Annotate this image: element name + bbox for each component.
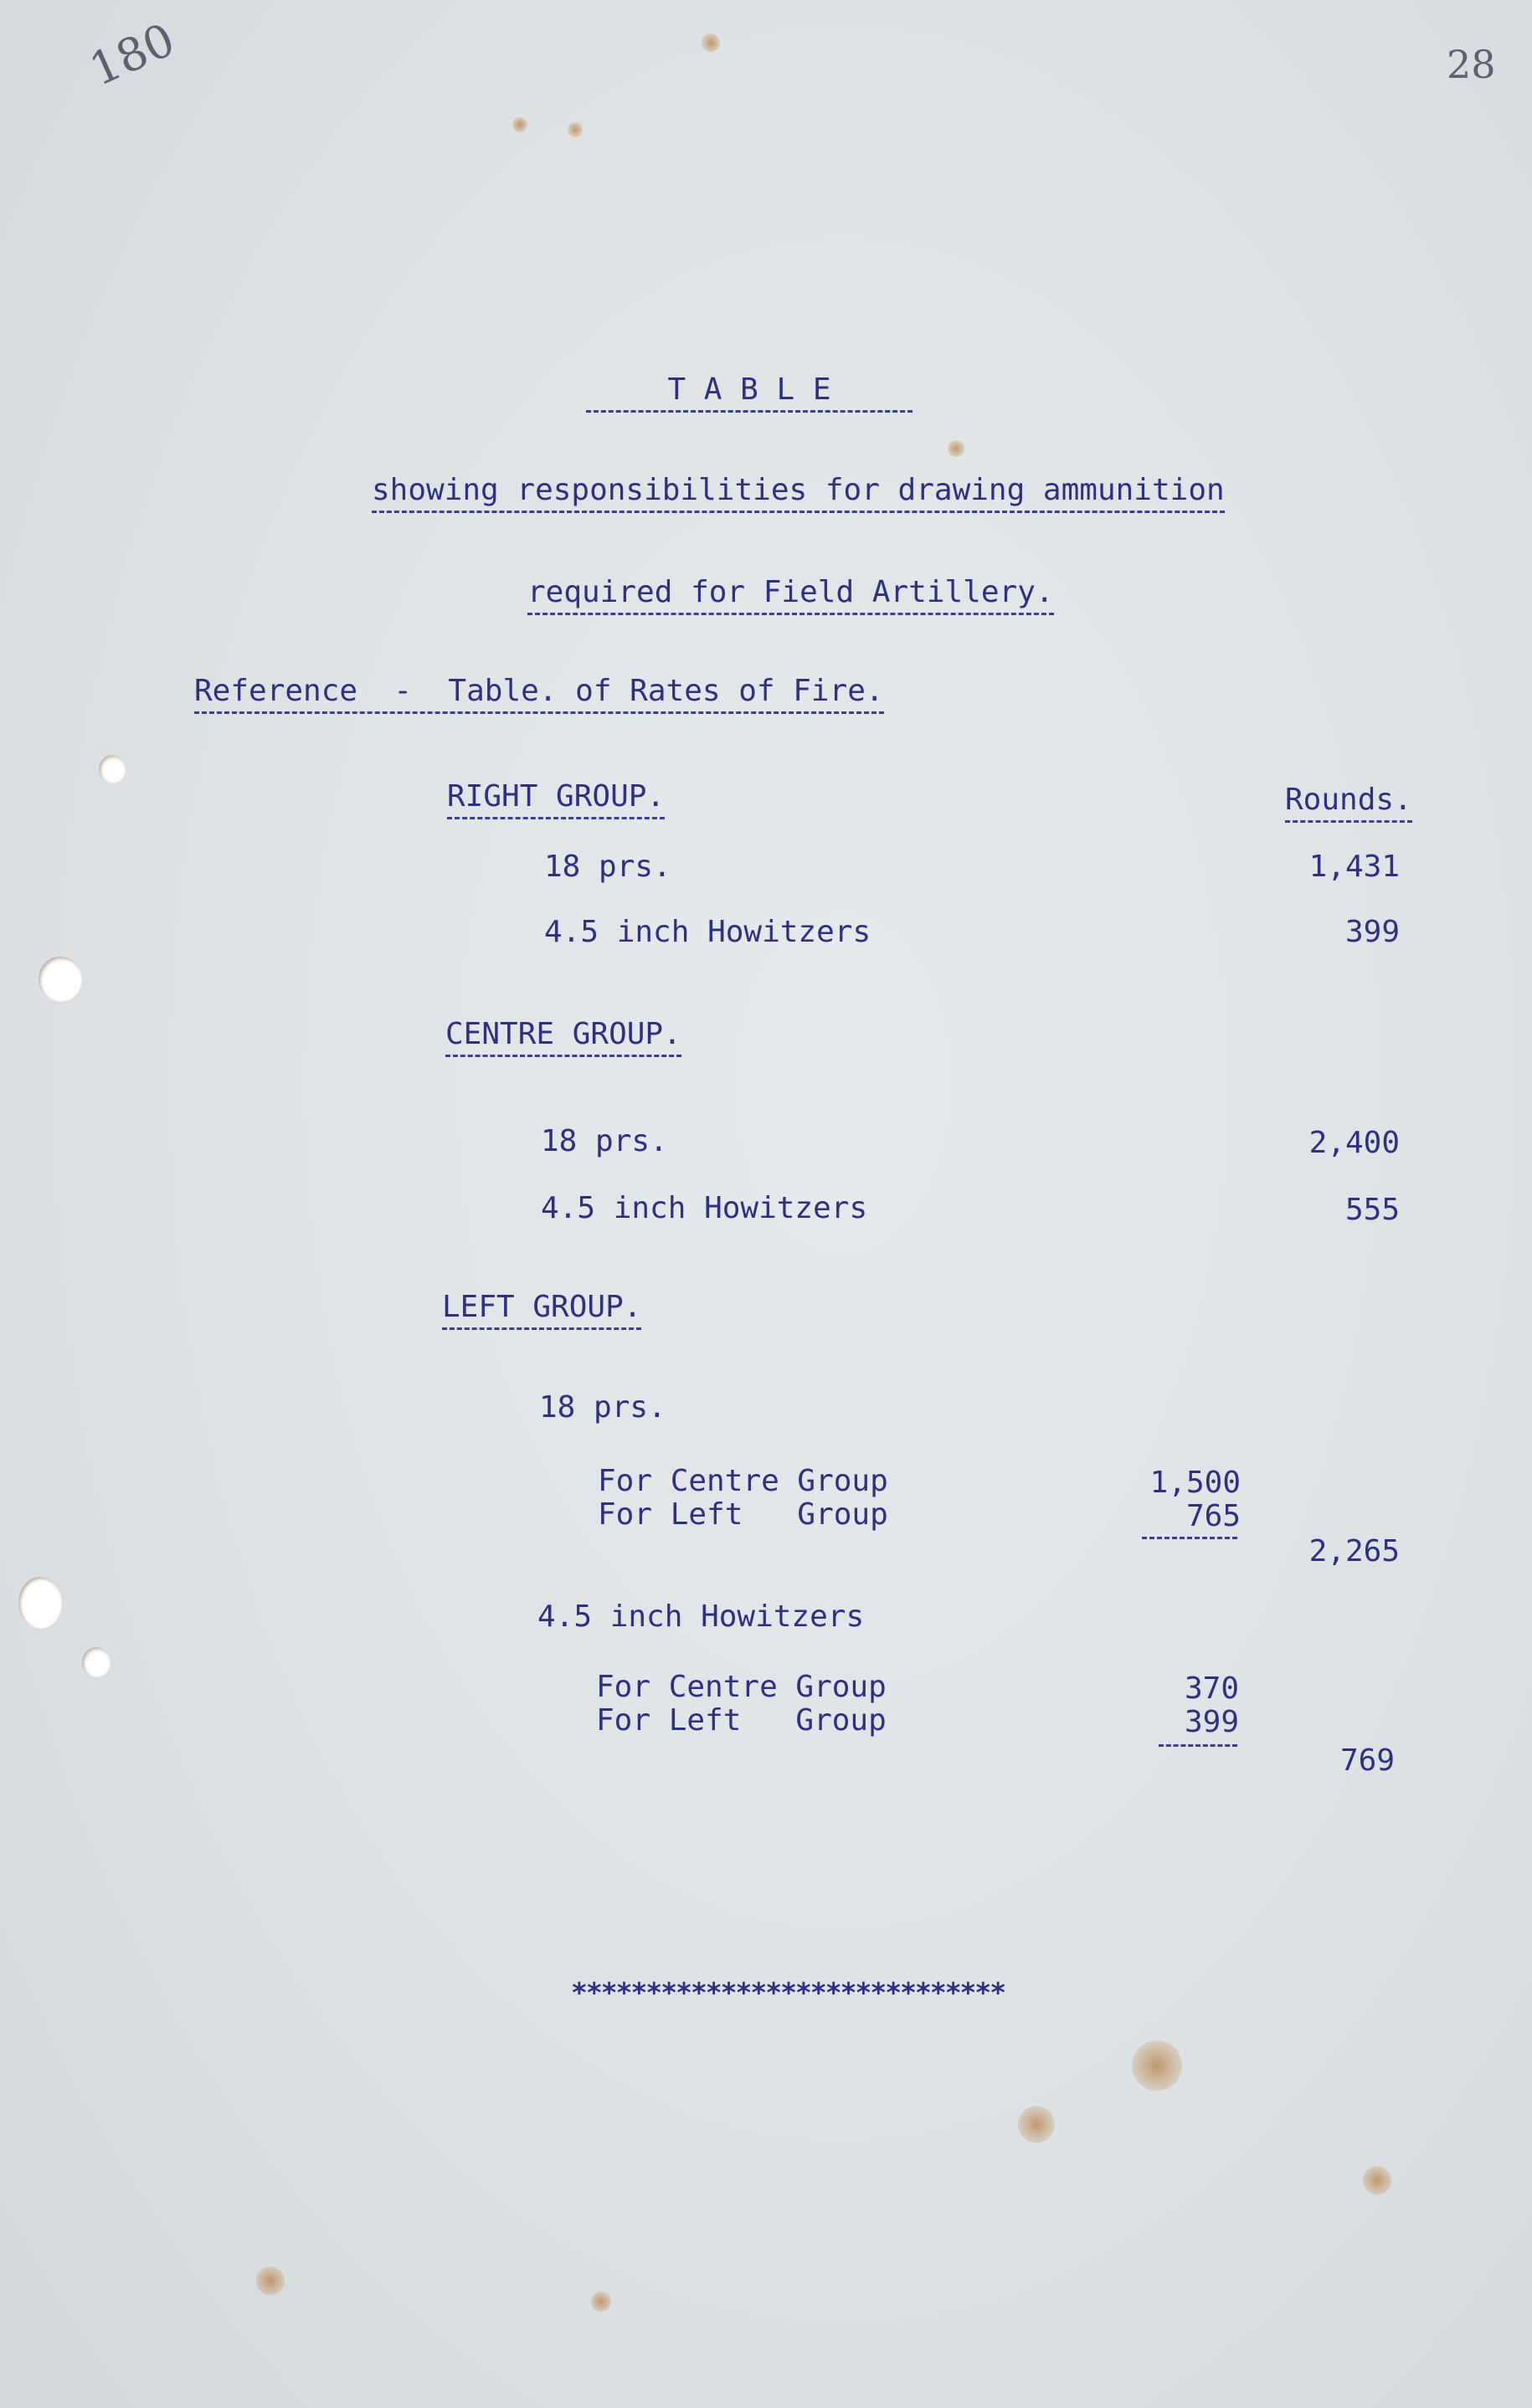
- foxing-spot: [591, 2292, 611, 2312]
- foxing-spot: [512, 117, 527, 132]
- left-group-howitzers-for-left-label: For Left Group: [596, 1703, 887, 1738]
- rounds-column-header: Rounds.: [1285, 785, 1412, 823]
- left-group-howitzers-total: 769: [1339, 1743, 1395, 1778]
- left-group-18prs-for-left-value: 765: [1185, 1499, 1241, 1533]
- pencil-folio-number: 180: [81, 13, 183, 96]
- table-title: T A B L E: [586, 375, 913, 413]
- left-group-18prs-for-centre-value: 1,500: [1149, 1466, 1241, 1500]
- page-number: 28: [1447, 42, 1496, 87]
- end-asterisk-rule: *****************************: [571, 1976, 1005, 2009]
- punch-hole: [82, 1647, 111, 1677]
- foxing-spot: [568, 122, 583, 137]
- foxing-spot: [1363, 2166, 1391, 2195]
- foxing-spot: [948, 440, 964, 457]
- punch-hole: [99, 755, 126, 783]
- foxing-spot: [1132, 2041, 1182, 2091]
- right-group-18prs-label: 18 prs.: [544, 850, 671, 884]
- left-group-heading: LEFT GROUP.: [442, 1292, 641, 1330]
- foxing-spot: [256, 2267, 285, 2295]
- left-group-18prs-sum-line: [1142, 1537, 1237, 1539]
- right-group-howitzers-rounds: 399: [1344, 915, 1400, 949]
- right-group-18prs-rounds: 1,431: [1308, 850, 1400, 884]
- left-group-howitzers-label: 4.5 inch Howitzers: [537, 1599, 865, 1634]
- right-group-howitzers-label: 4.5 inch Howitzers: [544, 915, 871, 949]
- table-subtitle-line1: showing responsibilities for drawing ammunition: [372, 475, 1225, 513]
- left-group-18prs-for-left-label: For Left Group: [598, 1497, 888, 1532]
- left-group-howitzers-for-centre-value: 370: [1184, 1671, 1239, 1706]
- left-group-18prs-for-centre-label: For Centre Group: [598, 1464, 888, 1498]
- centre-group-heading: CENTRE GROUP.: [445, 1019, 681, 1057]
- left-group-18prs-label: 18 prs.: [539, 1390, 666, 1425]
- left-group-howitzers-for-left-value: 399: [1184, 1705, 1239, 1739]
- foxing-spot: [702, 33, 720, 52]
- centre-group-18prs-label: 18 prs.: [541, 1124, 668, 1158]
- foxing-spot: [1018, 2106, 1055, 2143]
- centre-group-howitzers-label: 4.5 inch Howitzers: [541, 1191, 868, 1225]
- punch-hole: [18, 1577, 62, 1629]
- left-group-18prs-total: 2,265: [1308, 1534, 1400, 1569]
- centre-group-howitzers-rounds: 555: [1344, 1193, 1400, 1227]
- centre-group-18prs-rounds: 2,400: [1308, 1126, 1400, 1160]
- right-group-heading: RIGHT GROUP.: [447, 782, 665, 819]
- table-subtitle-line2: required for Field Artillery.: [527, 578, 1054, 615]
- left-group-howitzers-for-centre-label: For Centre Group: [596, 1670, 887, 1704]
- punch-hole: [39, 957, 82, 1002]
- reference-line: Reference - Table. of Rates of Fire.: [194, 676, 884, 714]
- left-group-howitzers-sum-line: [1159, 1744, 1237, 1747]
